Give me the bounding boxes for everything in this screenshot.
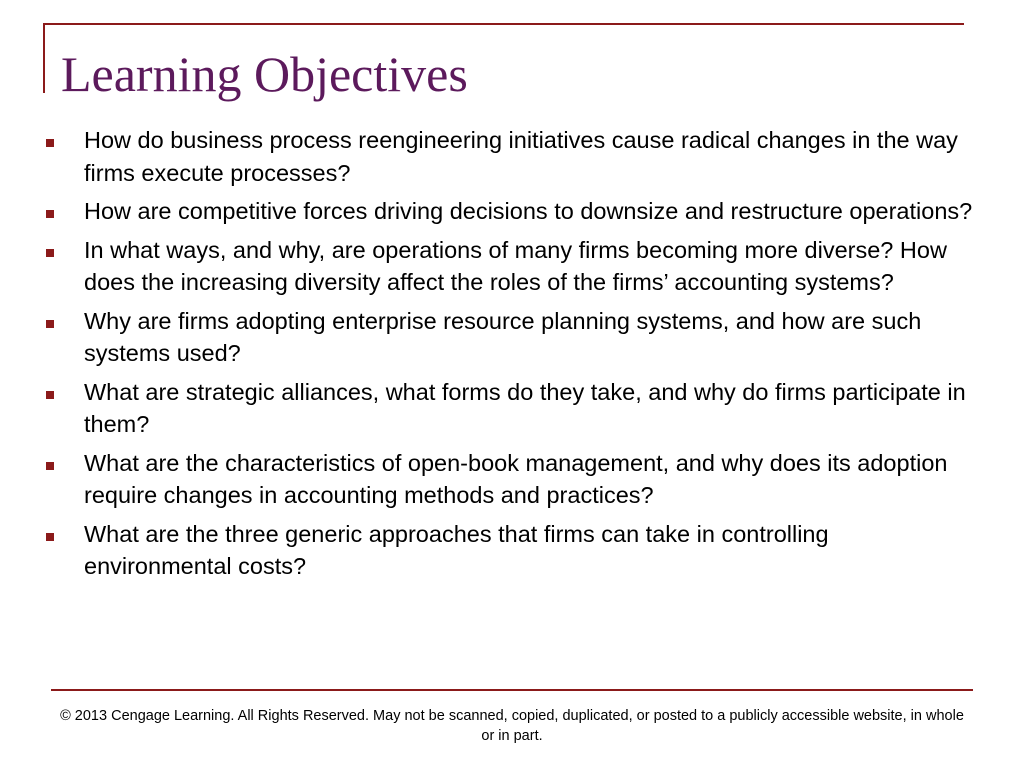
square-bullet-icon xyxy=(46,462,54,470)
objective-text: Why are firms adopting enterprise resource planning systems, and how are such systems used? xyxy=(84,307,922,366)
objective-text: What are the three generic approaches that firms can take in controlling environmental costs? xyxy=(84,520,829,579)
objective-item xyxy=(44,195,974,228)
objective-item xyxy=(44,447,974,512)
copyright-footer: © 2013 Cengage Learning. All Rights Reserved. May not be scanned, copied, duplicated, or posted to a publicly accessible website, in whole or in part. xyxy=(60,708,964,744)
objective-item xyxy=(44,305,974,370)
title-frame-top-rule xyxy=(43,23,964,25)
objective-text: What are strategic alliances, what forms do they take, and why do firms participate in them? xyxy=(84,378,966,437)
title-frame-left-rule xyxy=(43,23,45,93)
objective-text: How are competitive forces driving decisions to downsize and restructure operations? xyxy=(84,198,973,224)
square-bullet-icon xyxy=(46,320,54,328)
slide-title: Learning Objectives xyxy=(61,46,468,102)
objective-text: What are the characteristics of open-book management, and why does its adoption require changes in accounting methods and practices? xyxy=(84,449,948,508)
footer-rule xyxy=(51,689,973,691)
square-bullet-icon xyxy=(46,533,54,541)
square-bullet-icon xyxy=(46,391,54,399)
objectives-list xyxy=(44,124,974,589)
objective-item xyxy=(44,234,974,299)
square-bullet-icon xyxy=(46,249,54,257)
objective-text: How do business process reengineering initiatives cause radical changes in the way firms execute processes? xyxy=(84,127,958,186)
square-bullet-icon xyxy=(46,139,54,147)
objective-item xyxy=(44,376,974,441)
objective-item xyxy=(44,518,974,583)
objective-text: In what ways, and why, are operations of many firms becoming more diverse? How does the increasing diversity affect the roles of the firms’ accounting systems? xyxy=(84,236,947,295)
objective-item xyxy=(44,124,974,189)
square-bullet-icon xyxy=(46,210,54,218)
